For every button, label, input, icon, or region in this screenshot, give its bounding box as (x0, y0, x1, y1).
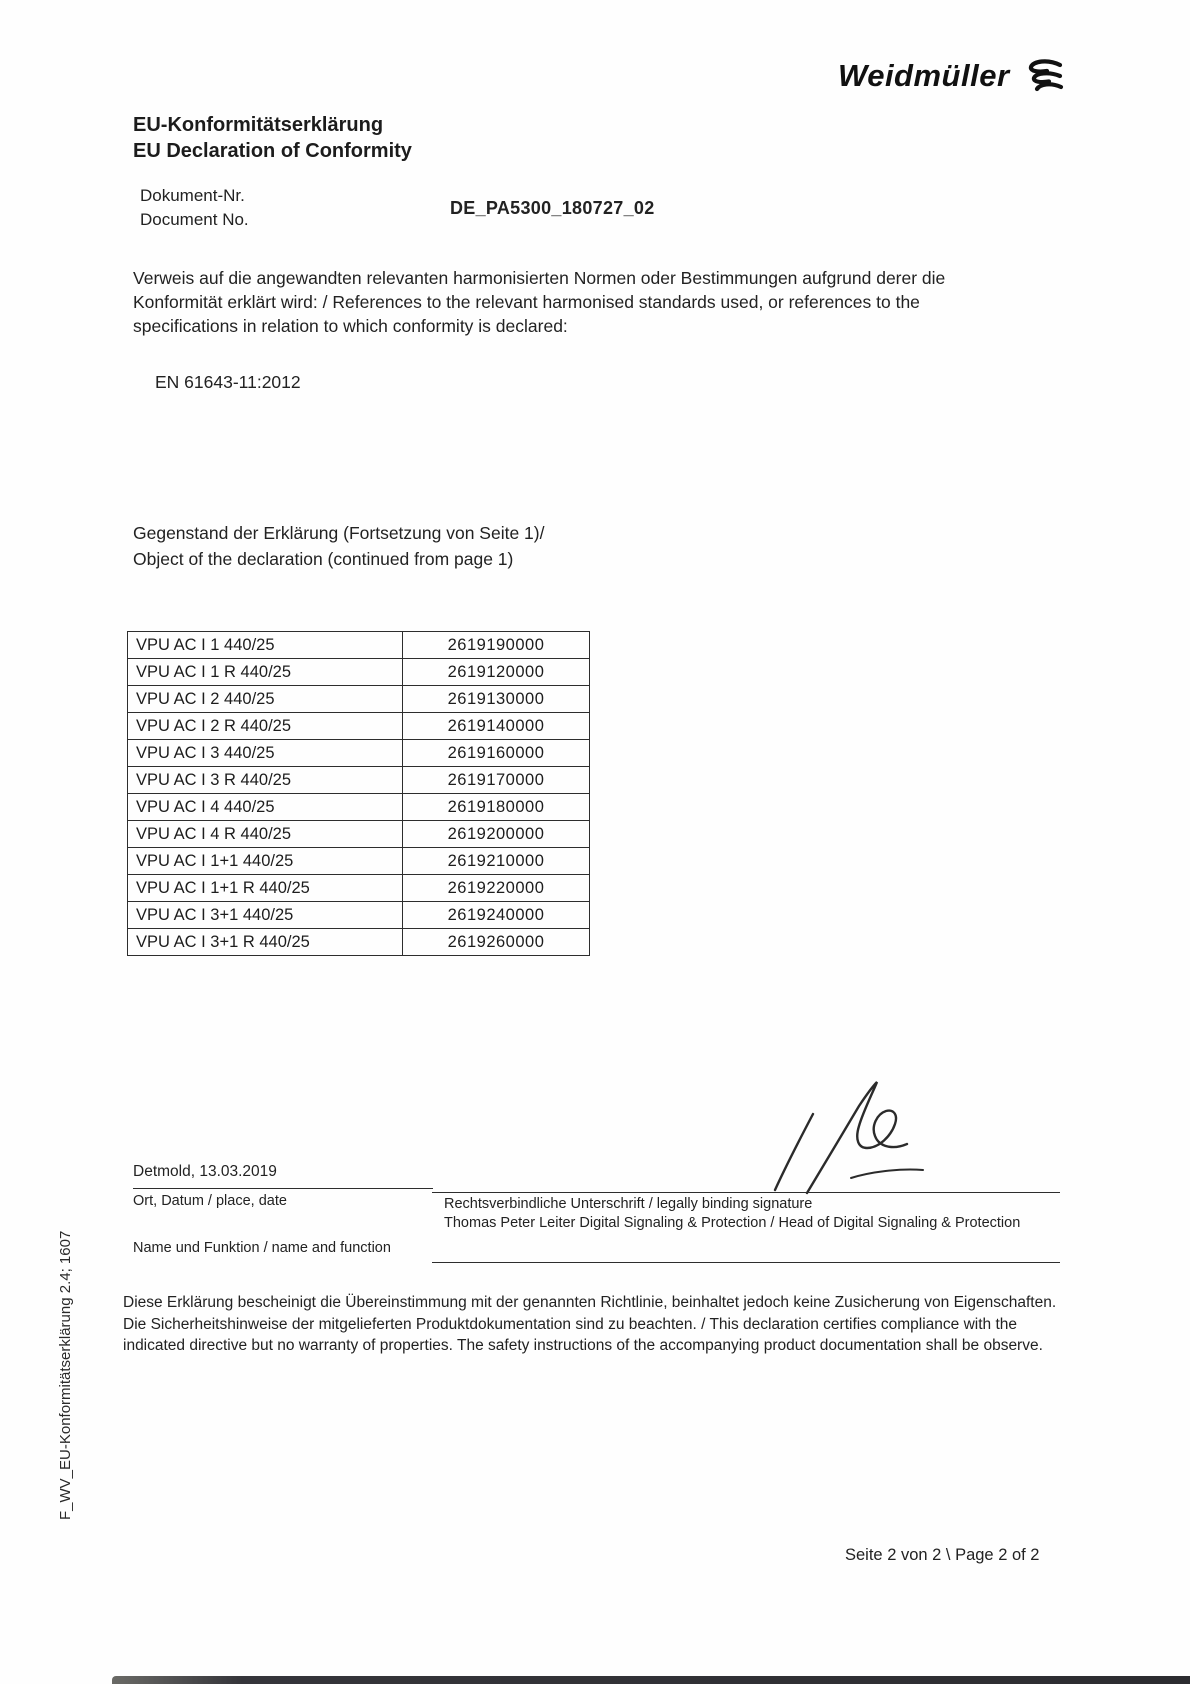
product-name: VPU AC I 4 440/25 (128, 794, 403, 821)
table-row (128, 794, 590, 821)
table-row (128, 767, 590, 794)
place-date-line (133, 1188, 433, 1189)
order-number: 2619220000 (403, 875, 590, 902)
product-name: VPU AC I 4 R 440/25 (128, 821, 403, 848)
order-number: 2619170000 (403, 767, 590, 794)
order-number: 2619180000 (403, 794, 590, 821)
name-function-label: Name und Funktion / name and function (133, 1240, 391, 1256)
scan-artifact-bar (112, 1676, 1190, 1684)
weidmueller-logo-icon (1018, 58, 1064, 94)
table-row (128, 632, 590, 659)
name-function-line (432, 1262, 1060, 1263)
page-title (133, 112, 412, 164)
table-row (128, 875, 590, 902)
object-heading-de: Gegenstand der Erklärung (Fortsetzung von Seite 1)/ (133, 523, 545, 543)
place-date-value: Detmold, 13.03.2019 (133, 1163, 277, 1180)
order-number: 2619260000 (403, 929, 590, 956)
references-paragraph: Verweis auf die angewandten relevanten harmonisierten Normen oder Bestimmungen aufgrund derer die Konformität erklärt wird: / References to the relevant harmonised standards used, or references to the specifications in relation to which conformity is declared: (133, 268, 946, 336)
place-date-label: Ort, Datum / place, date (133, 1193, 287, 1209)
order-number: 2619160000 (403, 740, 590, 767)
signatory-name-function: Thomas Peter Leiter Digital Signaling & Protection / Head of Digital Signaling & Protection (444, 1215, 1021, 1231)
table-row (128, 713, 590, 740)
product-name: VPU AC I 1+1 R 440/25 (128, 875, 403, 902)
order-number: 2619140000 (403, 713, 590, 740)
document-number-label-en: Document No. (140, 210, 249, 229)
title-de: EU-Konformitätserklärung (133, 114, 384, 136)
title-en: EU Declaration of Conformity (133, 140, 412, 162)
product-name: VPU AC I 3+1 440/25 (128, 902, 403, 929)
document-number-value: DE_PA5300_180727_02 (450, 198, 655, 218)
form-reference-side-label: F_WV_EU-Konformitätserklärung 2.4; 1607 (57, 1230, 74, 1520)
handwritten-signature (755, 1078, 930, 1203)
table-row (128, 659, 590, 686)
table-row (128, 686, 590, 713)
order-number: 2619200000 (403, 821, 590, 848)
product-name: VPU AC I 2 440/25 (128, 686, 403, 713)
logo-text: Weidmüller (838, 58, 1010, 93)
product-name: VPU AC I 1 R 440/25 (128, 659, 403, 686)
order-number: 2619210000 (403, 848, 590, 875)
document-number-label (140, 184, 249, 232)
weidmueller-logo (838, 58, 1064, 94)
order-number: 2619190000 (403, 632, 590, 659)
table-row (128, 902, 590, 929)
table-row (128, 740, 590, 767)
object-heading (133, 520, 544, 572)
product-name: VPU AC I 3 R 440/25 (128, 767, 403, 794)
order-number: 2619120000 (403, 659, 590, 686)
disclaimer-paragraph: Diese Erklärung bescheinigt die Übereinstimmung mit der genannten Richtlinie, beinhaltet jedoch keine Zusicherung von Eigenschaften. Die Sicherheitshinweise der mitgelieferten Produktdokumentation sind zu beachten. / This declaration certifies compliance with the indicated directive but no warranty of properties. The safety instructions of the accompanying product documentation shall be observe. (123, 1294, 1057, 1354)
signature-line (432, 1192, 1060, 1193)
table-row (128, 929, 590, 956)
object-heading-en: Object of the declaration (continued from page 1) (133, 549, 514, 569)
standard-reference: EN 61643-11:2012 (155, 372, 301, 392)
table-row (128, 821, 590, 848)
product-name: VPU AC I 3+1 R 440/25 (128, 929, 403, 956)
page-number: Seite 2 von 2 \ Page 2 of 2 (845, 1546, 1040, 1564)
product-name: VPU AC I 2 R 440/25 (128, 713, 403, 740)
product-name: VPU AC I 1 440/25 (128, 632, 403, 659)
order-number: 2619240000 (403, 902, 590, 929)
table-row (128, 848, 590, 875)
product-name: VPU AC I 1+1 440/25 (128, 848, 403, 875)
signature-label: Rechtsverbindliche Unterschrift / legally binding signature (444, 1196, 813, 1212)
order-number: 2619130000 (403, 686, 590, 713)
products-table (127, 631, 590, 956)
document-number-label-de: Dokument-Nr. (140, 186, 245, 205)
product-name: VPU AC I 3 440/25 (128, 740, 403, 767)
